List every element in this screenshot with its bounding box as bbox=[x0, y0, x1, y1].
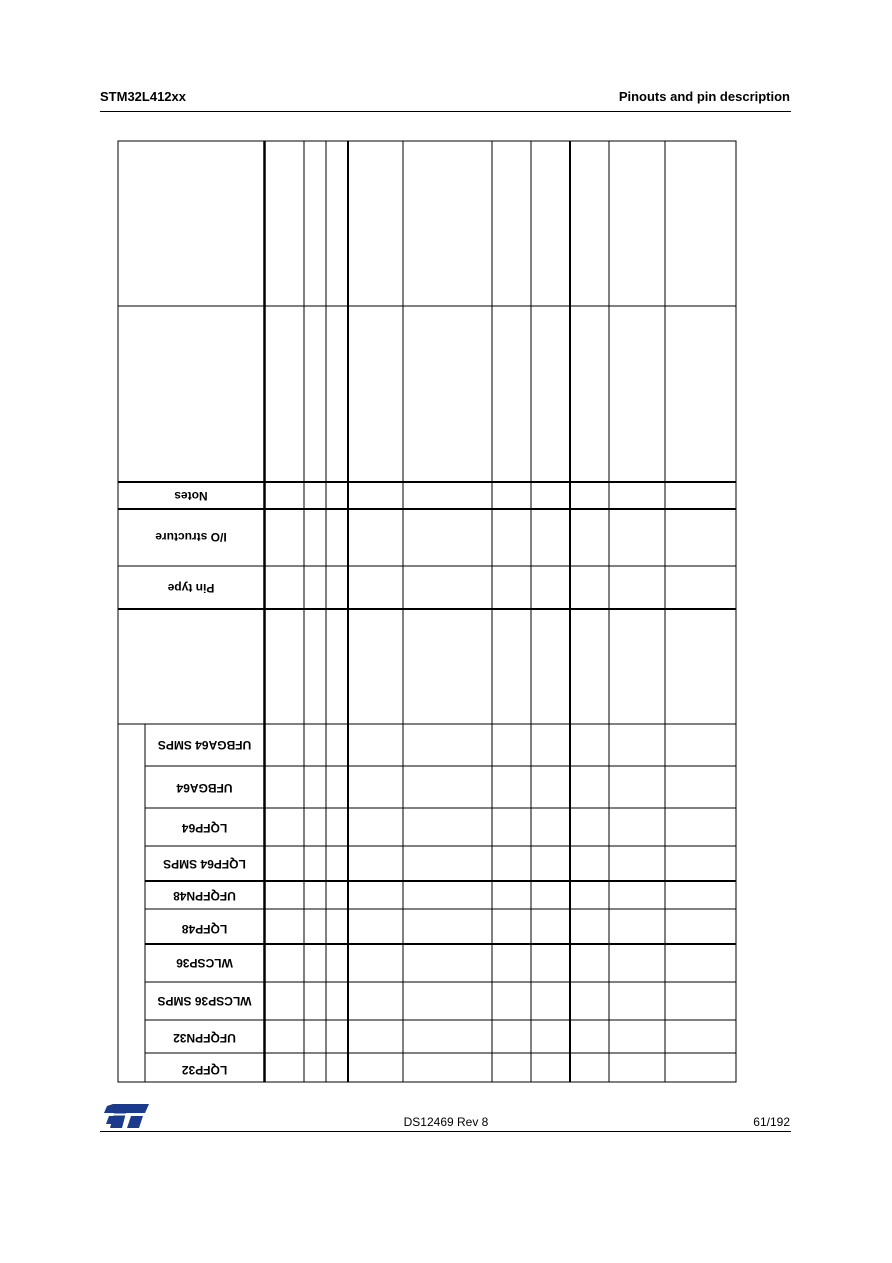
package-label: UFQFPN32 bbox=[173, 1031, 236, 1045]
package-label: LQFP64 bbox=[181, 821, 228, 835]
package-label: LQFP64 SMPS bbox=[163, 857, 246, 871]
package-label: UFBGA64 SMPS bbox=[157, 738, 252, 752]
package-label: UFBGA64 bbox=[176, 781, 233, 795]
page-number: 61/192 bbox=[753, 1115, 790, 1129]
package-label: UFQFPN48 bbox=[173, 889, 236, 903]
document-id: STM32L412xx bbox=[100, 89, 186, 104]
header-pin-type: Pin type bbox=[167, 581, 215, 595]
package-label: WLCSP36 bbox=[176, 956, 233, 970]
package-label: WLCSP36 SMPS bbox=[157, 994, 252, 1008]
section-title: Pinouts and pin description bbox=[618, 89, 790, 104]
header-io-structure: I/O structure bbox=[155, 530, 227, 544]
package-label: LQFP32 bbox=[181, 1063, 228, 1077]
document-revision: DS12469 Rev 8 bbox=[403, 1115, 489, 1129]
header-notes: Notes bbox=[174, 489, 208, 503]
footer-rule bbox=[100, 1131, 791, 1132]
package-label: LQFP48 bbox=[181, 922, 228, 936]
